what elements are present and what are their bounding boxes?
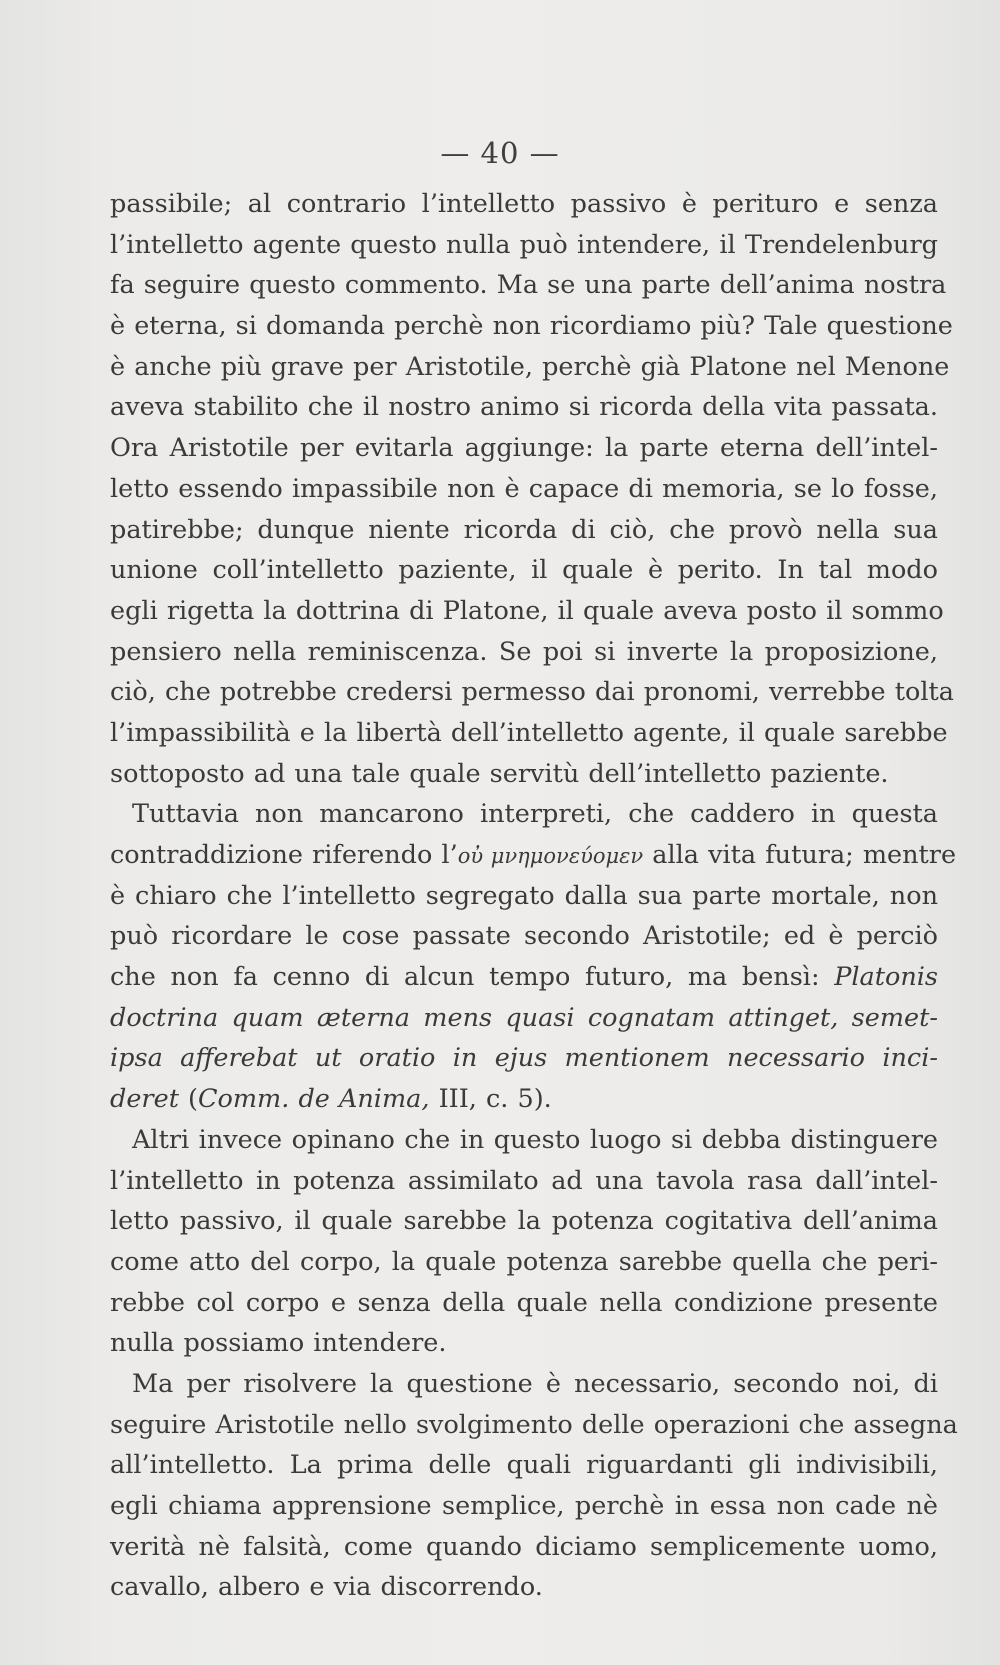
text-line: è anche più grave per Aristotile, perchè già Platone nel Menone [110,351,950,382]
text-line: all’intelletto. La prima delle quali riguardanti gli indivisibili, [110,1450,938,1481]
text-segment: alla vita futura; mentre [643,840,957,870]
text-line: può ricordare le cose passate secondo Aristotile; ed è perciò [110,921,938,952]
text-line [110,1038,938,1079]
text-segment: III, c. 5). [429,1084,552,1115]
paragraph-start-line: Tuttavia non mancarono interpreti, che caddero in questa [132,799,938,830]
text-line: ciò, che potrebbe credersi permesso dai pronomi, verrebbe tolta [110,677,954,708]
text-line: patirebbe; dunque niente ricorda di ciò, che provò nella sua [110,514,938,545]
text-line [110,957,938,998]
text-line: egli rigetta la dottrina di Platone, il quale aveva posto il sommo [110,595,944,626]
body-text [110,184,958,1608]
text-line: è chiaro che l’intelletto segregato dalla sua parte mortale, non [110,880,938,911]
text-line: come atto del corpo, la quale potenza sarebbe quella che peri- [110,1246,938,1277]
text-line-with-greek [110,835,957,876]
text-line [110,1079,938,1120]
text-line: fa seguire questo commento. Ma se una parte dell’anima nostra [110,270,947,301]
text-line: l’impassibilità e la libertà dell’intelletto agente, il quale sarebbe [110,717,948,748]
text-line: rebbe col corpo e senza della quale nella condizione presente [110,1287,938,1318]
text-line: passibile; al contrario l’intelletto passivo è perituro e senza [110,189,938,219]
paragraph-start-line: Ma per risolvere la questione è necessario, secondo noi, di [132,1368,938,1399]
text-line: è eterna, si domanda perchè non ricordiamo più? Tale questione [110,311,953,342]
page-number: — 40 — [440,136,560,170]
text-line: egli chiama apprensione semplice, perchè in essa non cade nè [110,1491,938,1521]
latin-quote: doctrina quam æterna mens quasi cognatam attinget, semet- [110,1002,938,1033]
text-segment: contraddizione riferendo l’ [110,840,458,870]
text-segment: ( [178,1084,199,1115]
text-line: seguire Aristotile nello svolgimento delle operazioni che assegna [110,1409,958,1440]
paragraph-start-line: Altri invece opinano che in questo luogo si debba distinguere [132,1124,938,1155]
latin-quote: ipsa afferebat ut oratio in ejus mentionem necessario inci- [110,1043,938,1074]
greek-phrase: οὐ μνημονεύομεν [457,844,644,868]
text-line: Ora Aristotile per evitarla aggiunge: la parte eterna dell’intel- [110,433,938,464]
text-segment: che non fa cenno di alcun tempo futuro, ma bensì: [110,962,835,993]
text-line: letto essendo impassibile non è capace di memoria, se lo fosse, [110,473,938,504]
text-line: verità nè falsità, come quando diciamo semplicemente uomo, [110,1531,938,1562]
text-line [110,998,938,1039]
text-line: pensiero nella reminiscenza. Se poi si inverte la proposizione, [110,636,938,667]
text-line: nulla possiamo intendere. [110,1328,447,1359]
latin-quote: deret [110,1084,179,1115]
latin-quote: Platonis [834,962,938,993]
text-line: aveva stabilito che il nostro animo si ricorda della vita passata. [110,392,938,423]
text-line: l’intelletto agente questo nulla può intendere, il Trendelenburg [110,229,938,260]
text-line: l’intelletto in potenza assimilato ad una tavola rasa dall’intel- [110,1165,938,1196]
text-line: cavallo, albero e via discorrendo. [110,1572,543,1603]
text-line: sottoposto ad una tale quale servitù dell’intelletto paziente. [110,758,889,789]
citation-title: Comm. de Anima, [198,1084,430,1115]
text-line: unione coll’intelletto paziente, il quale è perito. In tal modo [110,555,938,586]
text-line: letto passivo, il quale sarebbe la potenza cogitativa dell’anima [110,1206,938,1237]
